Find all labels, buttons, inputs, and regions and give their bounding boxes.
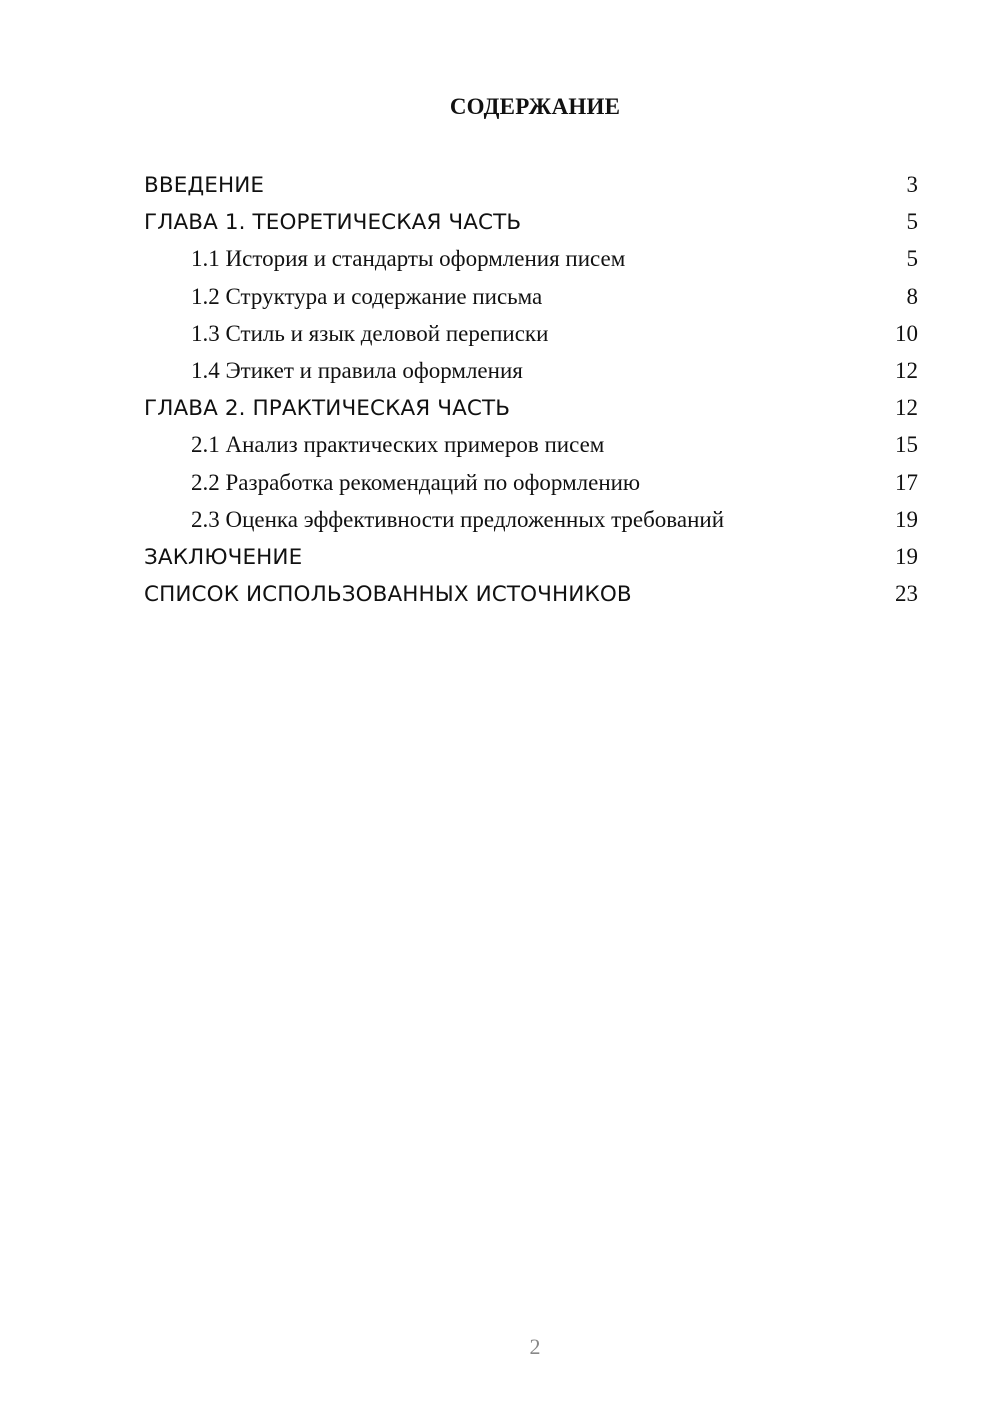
toc-entry-label: ЗАКЛЮЧЕНИЕ	[144, 544, 303, 570]
table-of-contents	[144, 166, 918, 612]
toc-entry-label: 1.2 Структура и содержание письма	[191, 283, 543, 309]
toc-entry-page: 15	[895, 432, 918, 458]
toc-entry-page: 10	[895, 320, 918, 346]
toc-entry-references[interactable]	[144, 575, 918, 612]
toc-entry-label: 1.3 Стиль и язык деловой переписки	[191, 320, 549, 346]
toc-entry-section-1-2[interactable]	[144, 278, 918, 315]
toc-entry-page: 23	[895, 581, 918, 607]
toc-entry-conclusion[interactable]	[144, 538, 918, 575]
toc-entry-section-1-1[interactable]	[144, 240, 918, 277]
toc-entry-chapter-1[interactable]	[144, 203, 918, 240]
toc-entry-label: СПИСОК ИСПОЛЬЗОВАННЫХ ИСТОЧНИКОВ	[144, 582, 632, 608]
toc-entry-label: ГЛАВА 2. ПРАКТИЧЕСКАЯ ЧАСТЬ	[144, 396, 511, 422]
toc-entry-page: 19	[895, 543, 918, 569]
toc-entry-page: 5	[906, 246, 918, 272]
toc-entry-page: 12	[895, 395, 918, 421]
toc-entry-page: 8	[906, 283, 918, 309]
toc-entry-section-2-1[interactable]	[144, 426, 918, 463]
toc-entry-label: 1.1 История и стандарты оформления писем	[191, 246, 626, 272]
toc-entry-label: 2.3 Оценка эффективности предложенных требований	[191, 506, 724, 532]
page-number: 2	[529, 1334, 541, 1359]
toc-entry-introduction[interactable]	[144, 166, 918, 203]
toc-entry-page: 17	[895, 469, 918, 495]
toc-entry-page: 19	[895, 506, 918, 532]
toc-entry-section-2-2[interactable]	[144, 464, 918, 501]
toc-entry-page: 12	[895, 357, 918, 383]
toc-entry-section-1-4[interactable]	[144, 352, 918, 389]
toc-entry-chapter-2[interactable]	[144, 389, 918, 426]
toc-entry-section-1-3[interactable]	[144, 315, 918, 352]
toc-entry-label: 1.4 Этикет и правила оформления	[191, 357, 523, 383]
toc-entry-label: 2.2 Разработка рекомендаций по оформлению	[191, 469, 641, 495]
toc-entry-label: ГЛАВА 1. ТЕОРЕТИЧЕСКАЯ ЧАСТЬ	[144, 210, 522, 236]
toc-entry-section-2-3[interactable]	[144, 501, 918, 538]
toc-entry-page: 5	[906, 209, 918, 235]
toc-entry-label: 2.1 Анализ практических примеров писем	[191, 432, 605, 458]
toc-title: СОДЕРЖАНИЕ	[449, 94, 621, 119]
toc-entry-label: ВВЕДЕНИЕ	[144, 173, 265, 198]
toc-entry-page: 3	[906, 172, 918, 197]
